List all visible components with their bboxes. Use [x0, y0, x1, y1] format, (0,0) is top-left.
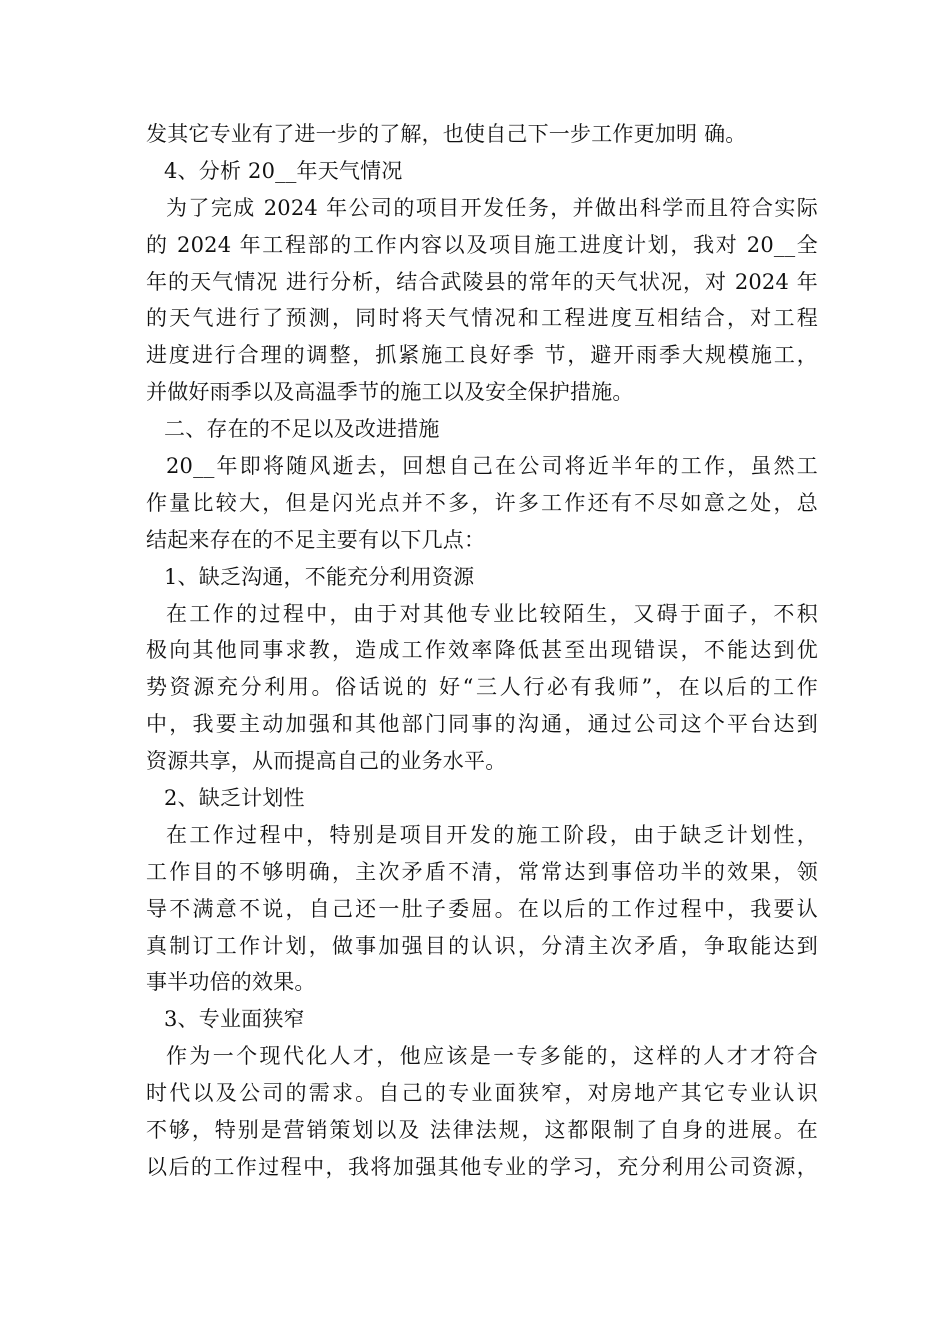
text-line: 工作目的不够明确，主次矛盾不清，常常达到事倍功半的效果，领: [146, 859, 818, 884]
text-line: 年的天气情况 进行分析，结合武陵县的常年的天气状况，对 2024 年: [146, 269, 818, 294]
section-heading: 2、缺乏计划性: [164, 786, 305, 811]
text-line: 势资源充分利用。俗话说的 好“三人行必有我师”，在以后的工作: [146, 675, 818, 700]
text-line: 作量比较大，但是闪光点并不多，许多工作还有不尽如意之处，总: [146, 490, 818, 515]
text-line: 发其它专业有了进一步的了解，也使自己下一步工作更加明 确。: [146, 122, 747, 146]
text-line: 不够，特别是营销策划以及 法律法规，这都限制了自身的进展。在: [146, 1118, 818, 1143]
text-line: 时代以及公司的需求。自己的专业面狭窄，对房地产其它专业认识: [146, 1081, 818, 1106]
text-line: 资源共享，从而提高自己的业务水平。: [146, 749, 507, 774]
section-heading: 二、存在的不足以及改进措施: [164, 417, 440, 442]
text-line: 20__年即将随风逝去，回想自己在公司将近半年的工作，虽然工: [166, 454, 818, 479]
text-line: 事半功倍的效果。: [146, 970, 316, 995]
section-heading: 4、分析 20__年天气情况: [164, 158, 403, 183]
section-heading: 3、专业面狭窄: [164, 1007, 305, 1032]
text-line: 极向其他同事求教，造成工作效率降低甚至出现错误，不能达到优: [146, 638, 818, 663]
text-line: 在工作过程中，特别是项目开发的施工阶段，由于缺乏计划性，: [166, 822, 818, 847]
text-line: 在工作的过程中，由于对其他专业比较陌生，又碍于面子，不积: [166, 601, 818, 626]
text-line: 为了完成 2024 年公司的项目开发任务，并做出科学而且符合实际: [166, 195, 818, 220]
text-line: 并做好雨季以及高温季节的施工以及安全保护措施。: [146, 380, 634, 405]
text-line: 进度进行合理的调整，抓紧施工良好季 节，避开雨季大规模施工，: [146, 343, 818, 368]
text-line: 的天气进行了预测，同时将天气情况和工程进度互相结合，对工程: [146, 306, 818, 331]
section-heading: 1、缺乏沟通，不能充分利用资源: [164, 564, 475, 589]
text-line: 中，我要主动加强和其他部门同事的沟通，通过公司这个平台达到: [146, 712, 818, 737]
document-page: [146, 116, 818, 1186]
text-line: 的 2024 年工程部的工作内容以及项目施工进度计划，我对 20__全: [146, 232, 818, 257]
text-line: 真制订工作计划，做事加强目的认识，分清主次矛盾，争取能达到: [146, 933, 818, 958]
text-line: 作为一个现代化人才，他应该是一专多能的，这样的人才才符合: [166, 1044, 818, 1069]
text-line: 结起来存在的不足主要有以下几点：: [146, 527, 486, 552]
text-line: 以后的工作过程中，我将加强其他专业的学习，充分利用公司资源，: [146, 1154, 818, 1179]
text-line: 导不满意不说，自己还一肚子委屈。在以后的工作过程中，我要认: [146, 896, 818, 921]
